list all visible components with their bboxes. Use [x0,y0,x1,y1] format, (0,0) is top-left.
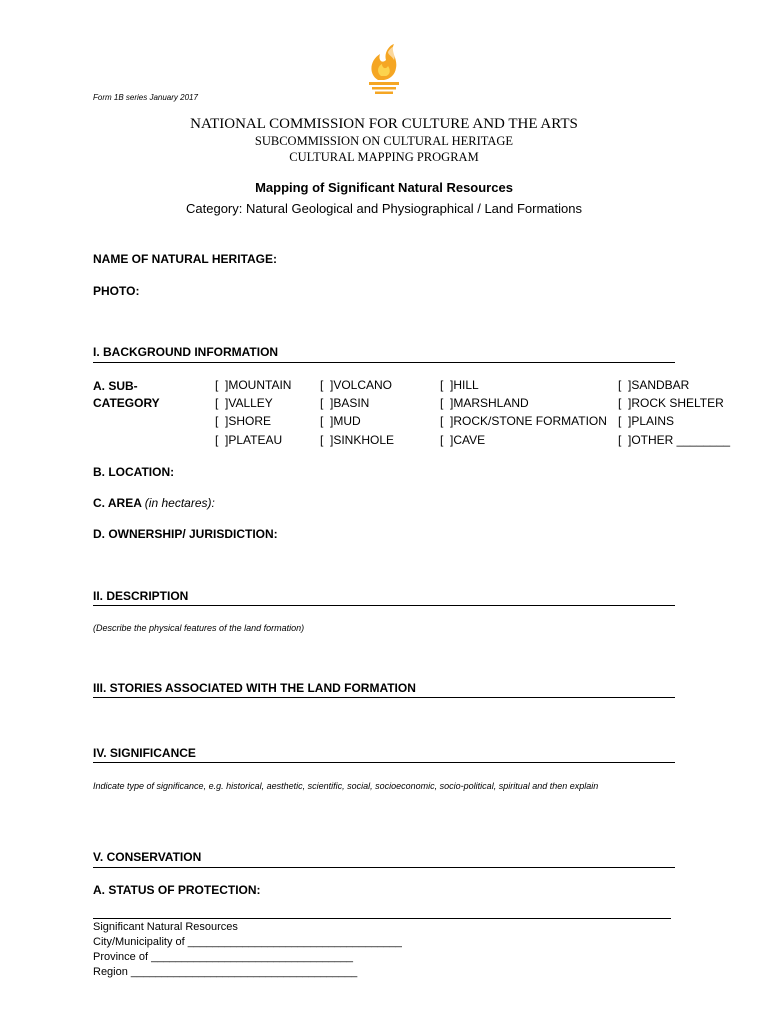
option-marshland[interactable]: [ ]MARSHLAND [440,396,529,410]
sub-category-label [93,378,160,412]
description-note: (Describe the physical features of the land formation) [93,623,305,633]
section-stories-heading: III. STORIES ASSOCIATED WITH THE LAND FORMATION [93,681,416,695]
footer-resources: Significant Natural Resources [93,921,238,933]
program-title: CULTURAL MAPPING PROGRAM [289,150,479,164]
option-sinkhole[interactable]: [ ]SINKHOLE [320,433,395,447]
status-of-protection-label: A. STATUS OF PROTECTION: [93,883,261,897]
footer-province: Province of _________________________________ [93,951,353,963]
form-category: Category: Natural Geological and Physiographical / Land Formations [186,201,582,216]
option-volcano[interactable]: [ ]VOLCANO [320,378,393,392]
option-shore[interactable]: [ ]SHORE [215,414,272,428]
sub-category-label-line2: CATEGORY [93,396,160,410]
section-divider [93,697,675,698]
significance-note: Indicate type of significance, e.g. historical, aesthetic, scientific, social, socioeconomic, socio-political, spiritual and then explain [93,781,599,791]
option-sandbar[interactable]: [ ]SANDBAR [618,378,690,392]
section-divider [93,762,675,763]
commission-title: NATIONAL COMMISSION FOR CULTURE AND THE ARTS [190,116,578,132]
section-description-heading: II. DESCRIPTION [93,589,189,603]
area-label-text: C. AREA [93,496,142,510]
section-conservation-heading: V. CONSERVATION [93,850,202,864]
option-valley[interactable]: [ ]VALLEY [215,396,273,410]
option-other[interactable]: [ ]OTHER ________ [618,433,731,447]
option-rock-shelter[interactable]: [ ]ROCK SHELTER [618,396,724,410]
location-label: B. LOCATION: [93,465,175,479]
footer-region: Region _____________________________________ [93,966,358,978]
option-hill[interactable]: [ ]HILL [440,378,479,392]
section-divider [93,867,675,868]
section-divider [93,362,675,363]
sub-category-label-line1: A. SUB- [93,379,138,393]
option-cave[interactable]: [ ]CAVE [440,433,486,447]
option-mountain[interactable]: [ ]MOUNTAIN [215,378,292,392]
flame-logo-icon [364,42,404,94]
section-divider [93,605,675,606]
area-label [93,496,215,510]
form-title: Mapping of Significant Natural Resources [255,180,513,195]
area-unit-note: (in hectares): [144,496,215,510]
option-rock-stone-formation[interactable]: [ ]ROCK/STONE FORMATION [440,414,607,428]
option-plains[interactable]: [ ]PLAINS [618,414,675,428]
option-basin[interactable]: [ ]BASIN [320,396,370,410]
option-plateau[interactable]: [ ]PLATEAU [215,433,283,447]
section-background-heading: I. BACKGROUND INFORMATION [93,345,279,359]
section-significance-heading: IV. SIGNIFICANCE [93,746,196,760]
form-series: Form 1B series January 2017 [93,93,198,102]
option-mud[interactable]: [ ]MUD [320,414,361,428]
ownership-label: D. OWNERSHIP/ JURISDICTION: [93,527,278,541]
name-of-heritage-label: NAME OF NATURAL HERITAGE: [93,252,277,266]
footer-city: City/Municipality of ___________________________________ [93,936,402,948]
photo-label: PHOTO: [93,284,140,298]
footer-divider [93,918,671,919]
subcommission-title: SUBCOMMISSION ON CULTURAL HERITAGE [254,134,514,148]
